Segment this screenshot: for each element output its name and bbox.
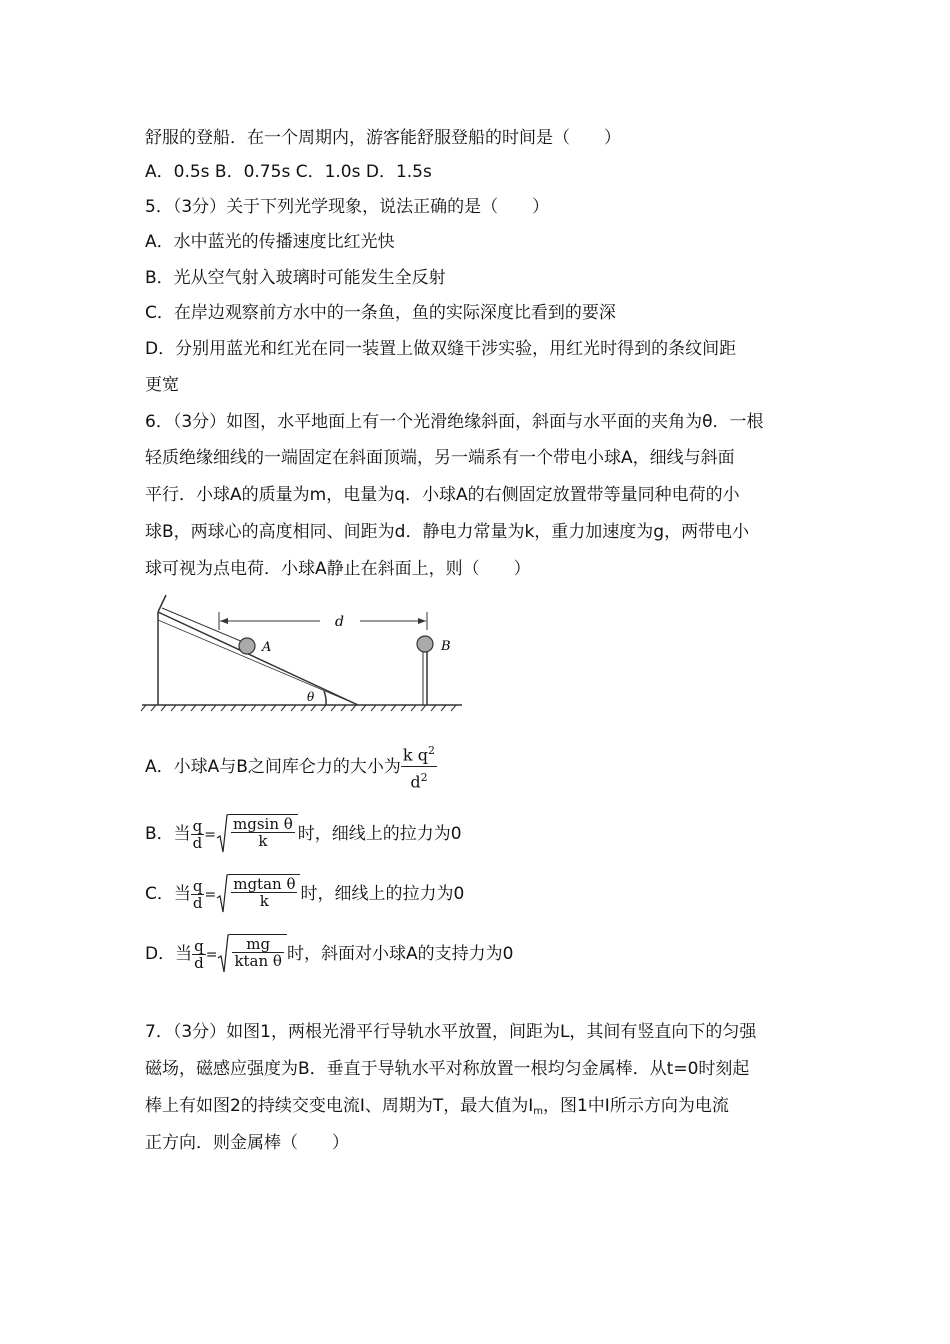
q5-stem: 5．（3分）关于下列光学现象，说法正确的是（ ） <box>145 197 550 217</box>
q6-option-b <box>145 814 462 854</box>
im-subscript: m <box>533 1106 543 1117</box>
coulomb-den-exp: 2 <box>420 771 428 785</box>
incline-slope-inner <box>158 620 358 705</box>
label-b: B <box>441 639 451 654</box>
coulomb-fraction <box>401 740 437 794</box>
q7-stem-4: 正方向．则金属棒（ ） <box>145 1133 349 1153</box>
q7-stem-3b: ，图1中I所示方向为电流 <box>542 1096 729 1116</box>
d-arrowhead-right <box>418 618 426 624</box>
sqrt-expression <box>216 874 300 914</box>
radical-sign <box>216 874 228 914</box>
sqrt-expression <box>216 814 298 854</box>
q-over-d-fraction <box>192 938 206 971</box>
theta-arc <box>324 691 326 705</box>
q6-stem-2: 轻质绝缘细线的一端固定在斜面顶端，另一端系有一个带电小球A，细线与斜面 <box>145 448 735 468</box>
frac-den: d <box>192 893 203 912</box>
q5-option-b: B．光从空气射入玻璃时可能发生全反射 <box>145 268 446 288</box>
label-d: d <box>335 614 344 630</box>
q7-stem-3a: 棒上有如图2的持续交变电流I、周期为T，最大值为I <box>145 1096 534 1116</box>
q6-stem-5: 球可视为点电荷．小球A静止在斜面上，则（ ） <box>145 559 531 579</box>
text-line: 舒服的登船．在一个周期内，游客能舒服登船的时间是（ ） <box>145 128 621 148</box>
radicand-fraction <box>231 816 295 849</box>
q4-options: A．0.5s B．0.75s C．1.0s D．1.5s <box>145 162 432 182</box>
q6-option-b-suffix: 时，细线上的拉力为0 <box>297 824 462 844</box>
q6-stem-1: 6．（3分）如图，水平地面上有一个光滑绝缘斜面，斜面与水平面的夹角为θ．一根 <box>145 412 764 432</box>
q5-option-c: C．在岸边观察前方水中的一条鱼，鱼的实际深度比看到的要深 <box>145 303 616 323</box>
q7-stem-3 <box>145 1094 729 1124</box>
incline-slope <box>158 612 358 705</box>
radicand-num: mgsin θ <box>233 815 293 833</box>
q-over-d-fraction <box>191 878 205 911</box>
label-a: A <box>262 640 272 655</box>
coulomb-den: d <box>410 772 421 792</box>
radicand-den: k <box>258 832 268 850</box>
ground-hatching <box>141 705 456 711</box>
q6-option-c <box>145 874 464 914</box>
radicand-fraction <box>231 876 297 909</box>
q5-option-d: D．分别用蓝光和红光在同一装置上做双缝干涉实验，用红光时得到的条纹间距 <box>145 339 737 359</box>
equals-sign: = <box>204 827 217 843</box>
q6-stem-3: 平行．小球A的质量为m，电量为q．小球A的右侧固定放置带等量同种电荷的小 <box>145 485 740 505</box>
frac-den: d <box>194 953 204 972</box>
d-arrowhead-left <box>220 618 228 624</box>
coulomb-num-exp: 2 <box>427 744 435 757</box>
q6-option-d-suffix: 时，斜面对小球A的支持力为0 <box>286 944 514 964</box>
label-theta: θ <box>307 690 315 704</box>
q-over-d-fraction <box>191 818 205 851</box>
radicand-fraction <box>232 936 284 969</box>
frac-den: d <box>192 833 203 852</box>
radicand-num: mgtan θ <box>233 875 296 893</box>
incline-figure <box>140 590 470 720</box>
frac-num: q <box>192 876 203 895</box>
q6-option-c-prefix: C．当 <box>145 884 191 904</box>
frac-num: q <box>194 936 204 955</box>
q6-option-a-prefix: A．小球A与B之间库仑力的大小为 <box>145 756 401 777</box>
radical-sign <box>216 814 228 854</box>
radical-sign <box>217 934 229 974</box>
q5-option-d-cont: 更宽 <box>145 375 179 395</box>
q7-stem-1: 7．（3分）如图1，两根光滑平行导轨水平放置，间距为L，其间有竖直向下的匀强 <box>145 1022 757 1042</box>
q6-option-b-prefix: B．当 <box>145 824 191 844</box>
equals-sign: = <box>205 947 218 963</box>
coulomb-num: k q <box>402 745 428 765</box>
q6-option-a <box>145 740 437 794</box>
q6-option-d-prefix: D．当 <box>145 944 193 964</box>
ball-a <box>239 638 255 654</box>
frac-num: q <box>192 816 203 835</box>
sqrt-expression <box>217 934 287 974</box>
radicand-den: ktan θ <box>234 952 282 970</box>
ball-b <box>417 636 433 652</box>
q5-option-a: A．水中蓝光的传播速度比红光快 <box>145 232 395 252</box>
q6-option-d <box>145 934 513 974</box>
q6-option-c-suffix: 时，细线上的拉力为0 <box>300 884 465 904</box>
q7-stem-2: 磁场，磁感应强度为B．垂直于导轨水平对称放置一根均匀金属棒．从t=0时刻起 <box>145 1059 750 1079</box>
thread-line <box>162 608 243 642</box>
radicand-den: k <box>259 892 269 910</box>
equals-sign: = <box>204 887 217 903</box>
q6-stem-4: 球B，两球心的高度相同、间距为d．静电力常量为k，重力加速度为g，两带电小 <box>145 522 750 542</box>
radicand-num: mg <box>232 936 284 953</box>
